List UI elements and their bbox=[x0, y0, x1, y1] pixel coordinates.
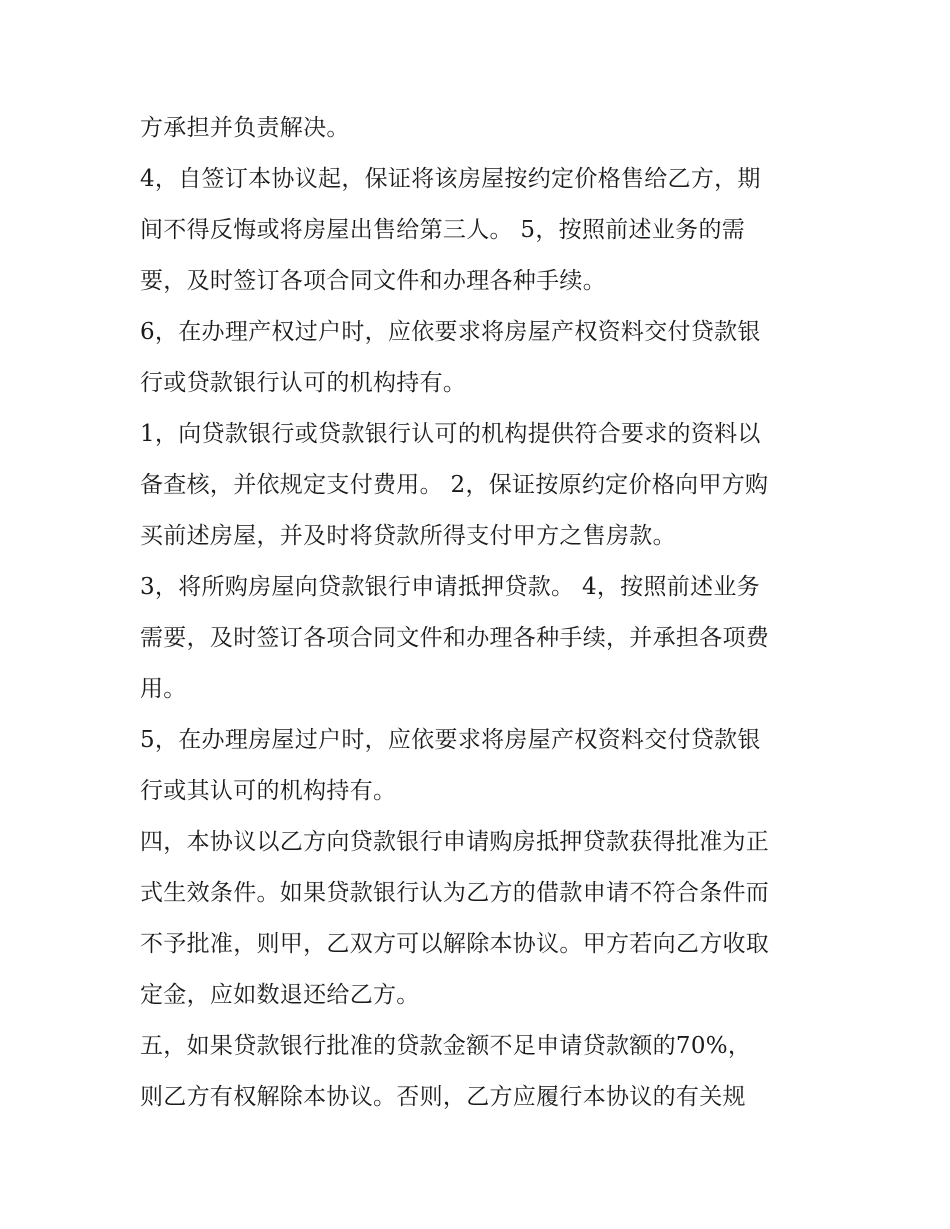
text-line: 则乙方有权解除本协议。否则，乙方应履行本协议的有关规 bbox=[140, 1084, 746, 1110]
text-line: 备查核，并依规定支付费用。 2，保证按原约定价格向甲方购 bbox=[140, 472, 769, 498]
text-line: 行或其认可的机构持有。 bbox=[140, 778, 397, 804]
text-line: 买前述房屋，并及时将贷款所得支付甲方之售房款。 bbox=[140, 523, 676, 549]
text-line: 用。 bbox=[140, 676, 187, 702]
text-line: 四，本协议以乙方向贷款银行申请购房抵押贷款获得批准为正 bbox=[140, 829, 770, 855]
document-body bbox=[140, 103, 820, 1123]
text-line: 定金，应如数退还给乙方。 bbox=[140, 982, 420, 1008]
text-line: 间不得反悔或将房屋出售给第三人。 5，按照前述业务的需 bbox=[140, 217, 746, 243]
text-line: 式生效条件。如果贷款银行认为乙方的借款申请不符合条件而 bbox=[140, 880, 770, 906]
text-line: 不予批准，则甲，乙双方可以解除本协议。甲方若向乙方收取 bbox=[140, 931, 770, 957]
text-line: 4，自签订本协议起，保证将该房屋按约定价格售给乙方，期 bbox=[140, 166, 761, 192]
text-line: 5，在办理房屋过户时，应依要求将房屋产权资料交付贷款银 bbox=[140, 727, 761, 753]
text-line: 1，向贷款银行或贷款银行认可的机构提供符合要求的资料以 bbox=[140, 421, 761, 447]
text-line: 需要，及时签订各项合同文件和办理各种手续，并承担各项费 bbox=[140, 625, 770, 651]
text-line: 6，在办理产权过户时，应依要求将房屋产权资料交付贷款银 bbox=[140, 319, 761, 345]
text-line: 五，如果贷款银行批准的贷款金额不足申请贷款额的70%， bbox=[140, 1033, 752, 1059]
text-line: 方承担并负责解决。 bbox=[140, 115, 350, 141]
text-line: 行或贷款银行认可的机构持有。 bbox=[140, 370, 467, 396]
text-line: 3，将所购房屋向贷款银行申请抵押贷款。 4，按照前述业务 bbox=[140, 574, 760, 600]
text-line: 要，及时签订各项合同文件和办理各种手续。 bbox=[140, 268, 606, 294]
